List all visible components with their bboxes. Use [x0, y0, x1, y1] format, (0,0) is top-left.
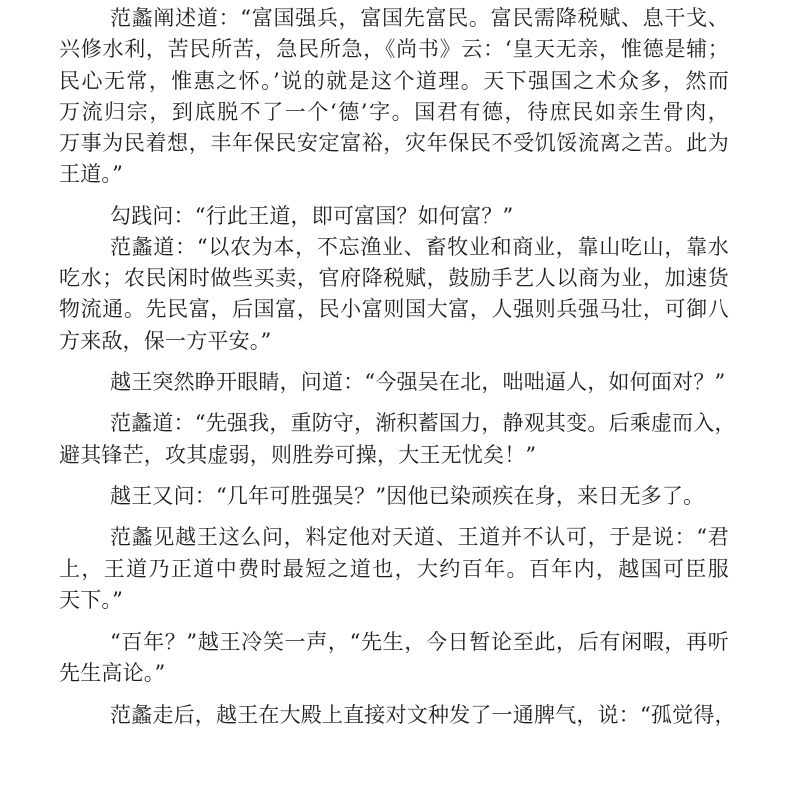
text-line: 兴修水利，苦民所苦，急民所急，《尚书》云：‘皇天无亲，惟德是辅；: [59, 37, 729, 61]
text-line: “百年？”越王冷笑一声，“先生，今日暂论至此，后有闲暇，再听: [110, 630, 729, 654]
text-line: 万流归宗，到底脱不了一个‘德’字。国君有德，待庶民如亲生骨肉，: [59, 100, 729, 124]
text-line: 吃水；农民闲时做些买卖，官府降税赋，鼓励手艺人以商为业，加速货: [59, 266, 729, 290]
text-line: 天下。”: [59, 588, 124, 612]
text-line: 越王又问：“几年可胜强吴？”因他已染顽疾在身，来日无多了。: [110, 484, 705, 508]
text-line: 范蠡阐述道：“富国强兵，富国先富民。富民需降税赋、息干戈、: [110, 6, 729, 30]
text-line: 勾践问：“行此王道，即可富国？如何富？”: [110, 204, 514, 228]
text-line: 范蠡道：“以农为本，不忘渔业、畜牧业和商业，靠山吃山，靠水: [110, 235, 729, 259]
text-line: 物流通。先民富，后国富，民小富则国大富，人强则兵强马壮，可御八: [59, 297, 729, 321]
text-line: 方来敌，保一方平安。”: [59, 329, 272, 353]
text-line: 民心无常，惟惠之怀。’说的就是这个道理。天下强国之术众多，然而: [59, 69, 729, 93]
text-line: 先生高论。”: [59, 661, 166, 685]
body-text: [59, 0, 736, 800]
text-line: 避其锋芒，攻其虚弱，则胜券可操，大王无忧矣！”: [59, 443, 537, 467]
text-line: 越王突然睁开眼睛，问道：“今强吴在北，咄咄逼人，如何面对？”: [110, 370, 726, 394]
text-line: 范蠡走后，越王在大殿上直接对文种发了一通脾气，说：“孤觉得，: [110, 703, 736, 727]
text-line: 万事为民着想，丰年保民安定富裕，灾年保民不受饥馁流离之苦。此为: [59, 131, 729, 155]
text-line: 上，王道乃正道中费时最短之道也，大约百年。百年内，越国可臣服: [59, 557, 729, 581]
text-line: 范蠡见越王这么问，料定他对天道、王道并不认可，于是说：“君: [110, 525, 729, 549]
text-line: 王道。”: [59, 162, 124, 186]
text-line: 范蠡道：“先强我，重防守，渐积蓄国力，静观其变。后乘虚而入，: [110, 411, 736, 435]
